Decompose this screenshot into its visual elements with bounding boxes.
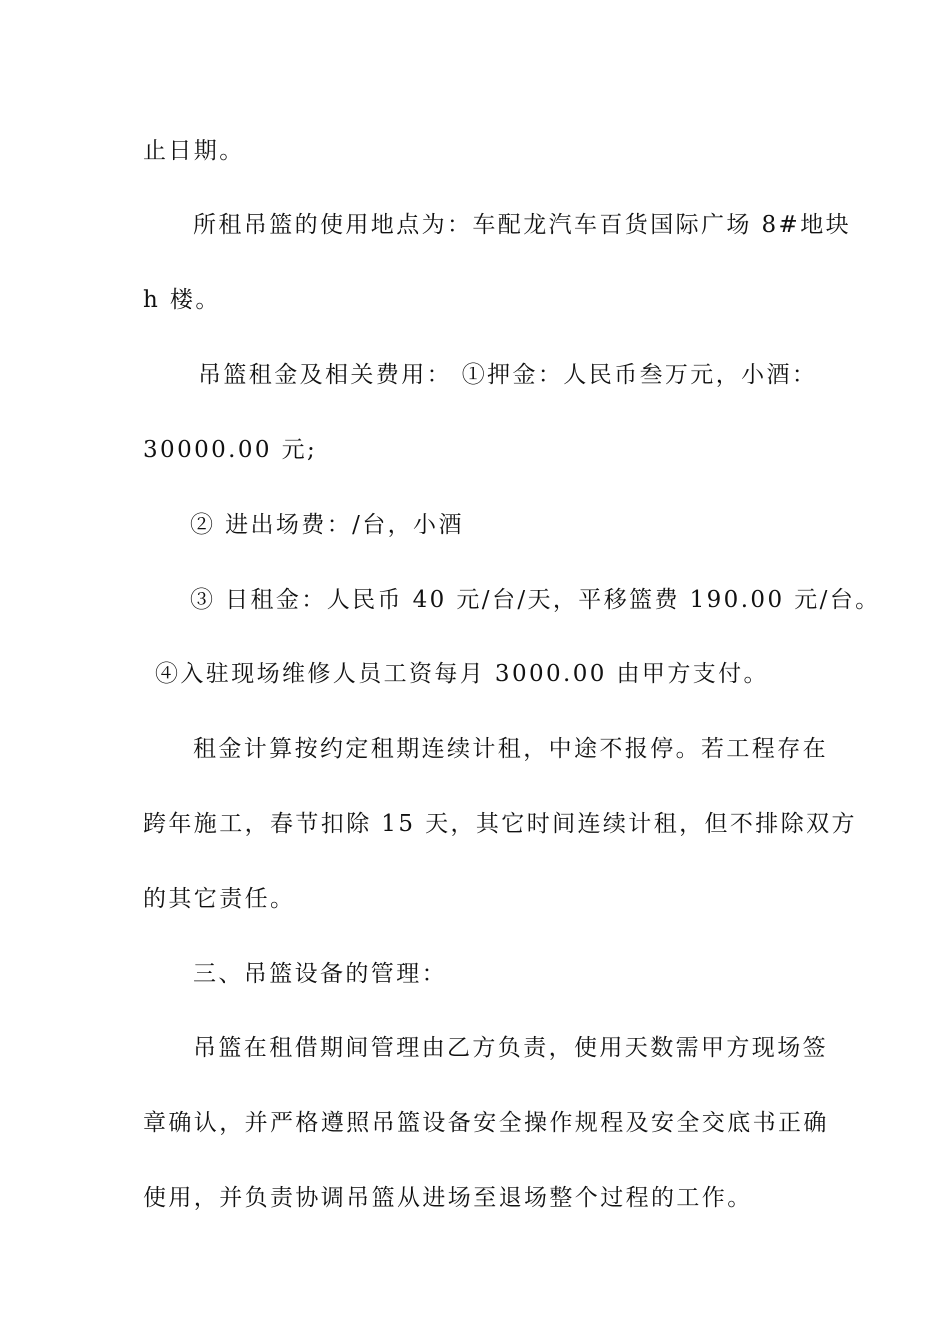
text-line: 租金计算按约定租期连续计租，中途不报停。若工程存在 [193, 736, 828, 762]
text-line: 使用，并负责协调吊篮从进场至退场整个过程的工作。 [143, 1185, 753, 1211]
text-line: 跨年施工，春节扣除 15 天，其它时间连续计租，但不排除双方 [143, 811, 857, 837]
text-line: 章确认，并严格遵照吊篮设备安全操作规程及安全交底书正确 [143, 1110, 829, 1136]
text-line: 30000.00 元; [143, 437, 318, 463]
text-line: 止日期。 [143, 138, 245, 164]
text-line: 吊篮租金及相关费用： ①押金：人民币叁万元，小酒： [198, 362, 818, 388]
text-line: 的其它责任。 [143, 886, 296, 912]
text-line: h 楼。 [143, 287, 221, 313]
text-line: ② 进出场费：/台，小酒 [190, 512, 464, 538]
text-line: 吊篮在租借期间管理由乙方负责，使用天数需甲方现场签 [193, 1035, 828, 1061]
section-heading: 三、吊篮设备的管理： [193, 961, 447, 987]
text-line: ③ 日租金：人民币 40 元/台/天，平移篮费 190.00 元/台。 [190, 587, 881, 613]
text-line: ④入驻现场维修人员工资每月 3000.00 由甲方支付。 [155, 661, 769, 687]
text-line: 所租吊篮的使用地点为：车配龙汽车百货国际广场 8#地块 [193, 212, 852, 238]
